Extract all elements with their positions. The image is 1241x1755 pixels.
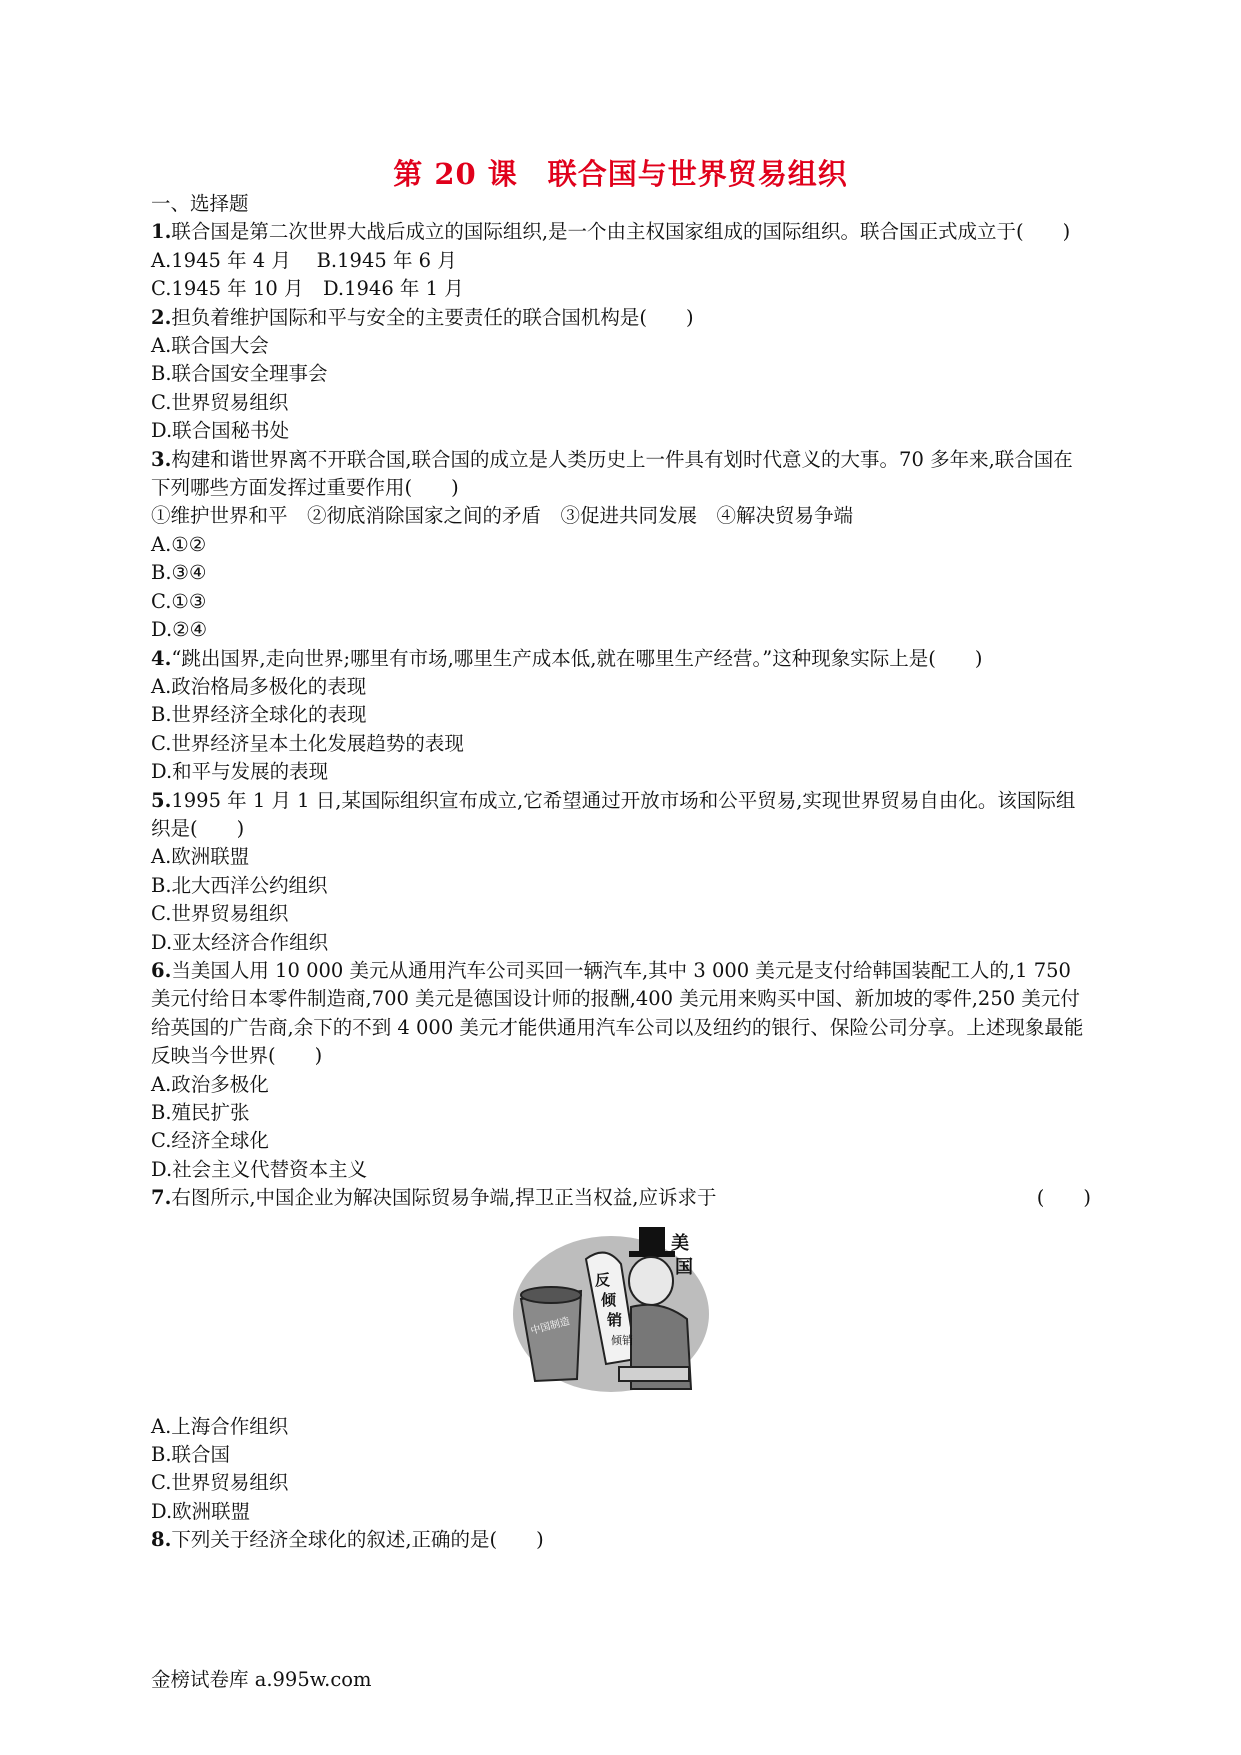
question-stem: 下列关于经济全球化的叙述,正确的是( ) [171,1528,544,1552]
option-a: A.欧洲联盟 [151,845,250,869]
option-d: D.欧洲联盟 [151,1499,251,1523]
option-a: A.政治多极化 [151,1072,269,1096]
question-list [151,190,1091,1555]
question-7 [151,1184,1091,1212]
anti-dumping-cartoon-image [511,1219,711,1399]
top-hat [639,1227,665,1253]
option-c: C.世界贸易组织 [151,390,289,414]
question-stem: 构建和谐世界离不开联合国,联合国的成立是人类历史上一件具有划时代意义的大事。70 多年来,联合国在下列哪些方面发挥过重要作用( ) [151,447,1073,500]
cartoon-figure [151,1213,1091,1413]
option-b: B.③④ [151,561,207,585]
question-1 [151,218,1091,246]
question-number: 7. [151,1186,172,1210]
lesson-title: 第 20 课 联合国与世界贸易组织 [393,157,848,191]
option-d: D.和平与发展的表现 [151,760,329,784]
section-heading: 一、选择题 [151,192,249,215]
footer-watermark: 金榜试卷库 a.995w.com [151,1668,372,1691]
question-stem: 联合国是第二次世界大战后成立的国际组织,是一个由主权国家组成的国际组织。联合国正式成立于( ) [171,220,1071,244]
question-5 [151,787,1091,844]
answer-blank: ( ) [1036,1186,1091,1210]
label-dumping: 倾销 [611,1333,633,1347]
option-c: C.①③ [151,589,207,613]
option-c: C.经济全球化 [151,1129,269,1153]
cup-shape [521,1291,581,1381]
option-c: C.世界贸易组织 [151,902,289,926]
option-row: C.1945 年 10 月 D.1946 年 1 月 [151,277,464,301]
option-a: A.①② [151,532,207,556]
option-b: B.北大西洋公约组织 [151,873,328,897]
option-row: A.1945 年 4 月 B.1945 年 6 月 [151,248,457,272]
question-number: 2. [151,305,172,329]
statement-list: ①维护世界和平 ②彻底消除国家之间的矛盾 ③促进共同发展 ④解决贸易争端 [151,504,854,528]
label-antidumping-3: 销 [607,1310,623,1329]
option-a: A.上海合作组织 [151,1414,289,1438]
question-number: 3. [151,447,172,471]
option-c: C.世界贸易组织 [151,1471,289,1495]
question-8 [151,1526,1091,1554]
book [619,1367,689,1381]
option-b: B.联合国安全理事会 [151,362,328,386]
label-usa-2: 国 [675,1256,693,1278]
question-stem: 当美国人用 10 000 美元从通用汽车公司买回一辆汽车,其中 3 000 美元是支付给韩国装配工人的,1 750 美元付给日本零件制造商,700 美元是德国设计师的报酬,400 美元用来购买中国、新加坡的零件,250 美元付给英国的广告商,余下的不到 4 000 美元才能供通用汽车公司以及纽约的银行、保险公司分享。上述现象最能反映当今世界( ) [151,958,1084,1068]
option-b: B.世界经济全球化的表现 [151,703,367,727]
label-antidumping-2: 倾 [601,1290,617,1309]
question-4 [151,645,1091,673]
label-usa-1: 美 [671,1232,689,1254]
cup-rim [521,1287,581,1303]
option-d: D.联合国秘书处 [151,419,290,443]
option-a: A.政治格局多极化的表现 [151,674,367,698]
person-face [629,1257,673,1305]
option-d: D.社会主义代替资本主义 [151,1157,368,1181]
option-b: B.联合国 [151,1443,231,1467]
question-number: 5. [151,788,172,812]
label-antidumping-1: 反 [595,1270,611,1289]
question-6 [151,957,1091,1071]
question-number: 4. [151,646,172,670]
question-stem: 右图所示,中国企业为解决国际贸易争端,捍卫正当权益,应诉求于 [171,1186,717,1210]
question-stem: “跳出国界,走向世界;哪里有市场,哪里生产成本低,就在哪里生产经营。”这种现象实际上是( ) [171,646,983,670]
question-number: 8. [151,1528,172,1552]
option-d: D.②④ [151,618,208,642]
option-b: B.殖民扩张 [151,1101,250,1124]
option-a: A.联合国大会 [151,334,269,358]
question-stem: 担负着维护国际和平与安全的主要责任的联合国机构是( ) [171,305,694,329]
question-stem: 1995 年 1 月 1 日,某国际组织宣布成立,它希望通过开放市场和公平贸易,实现世界贸易自由化。该国际组织是( ) [151,788,1076,840]
question-2 [151,304,1091,332]
option-d: D.亚太经济合作组织 [151,930,329,954]
question-number: 6. [151,958,172,982]
question-number: 1. [151,220,172,244]
question-3 [151,446,1091,503]
label-made-in-china: 中国制造 [529,1315,572,1337]
option-c: C.世界经济呈本土化发展趋势的表现 [151,731,464,755]
